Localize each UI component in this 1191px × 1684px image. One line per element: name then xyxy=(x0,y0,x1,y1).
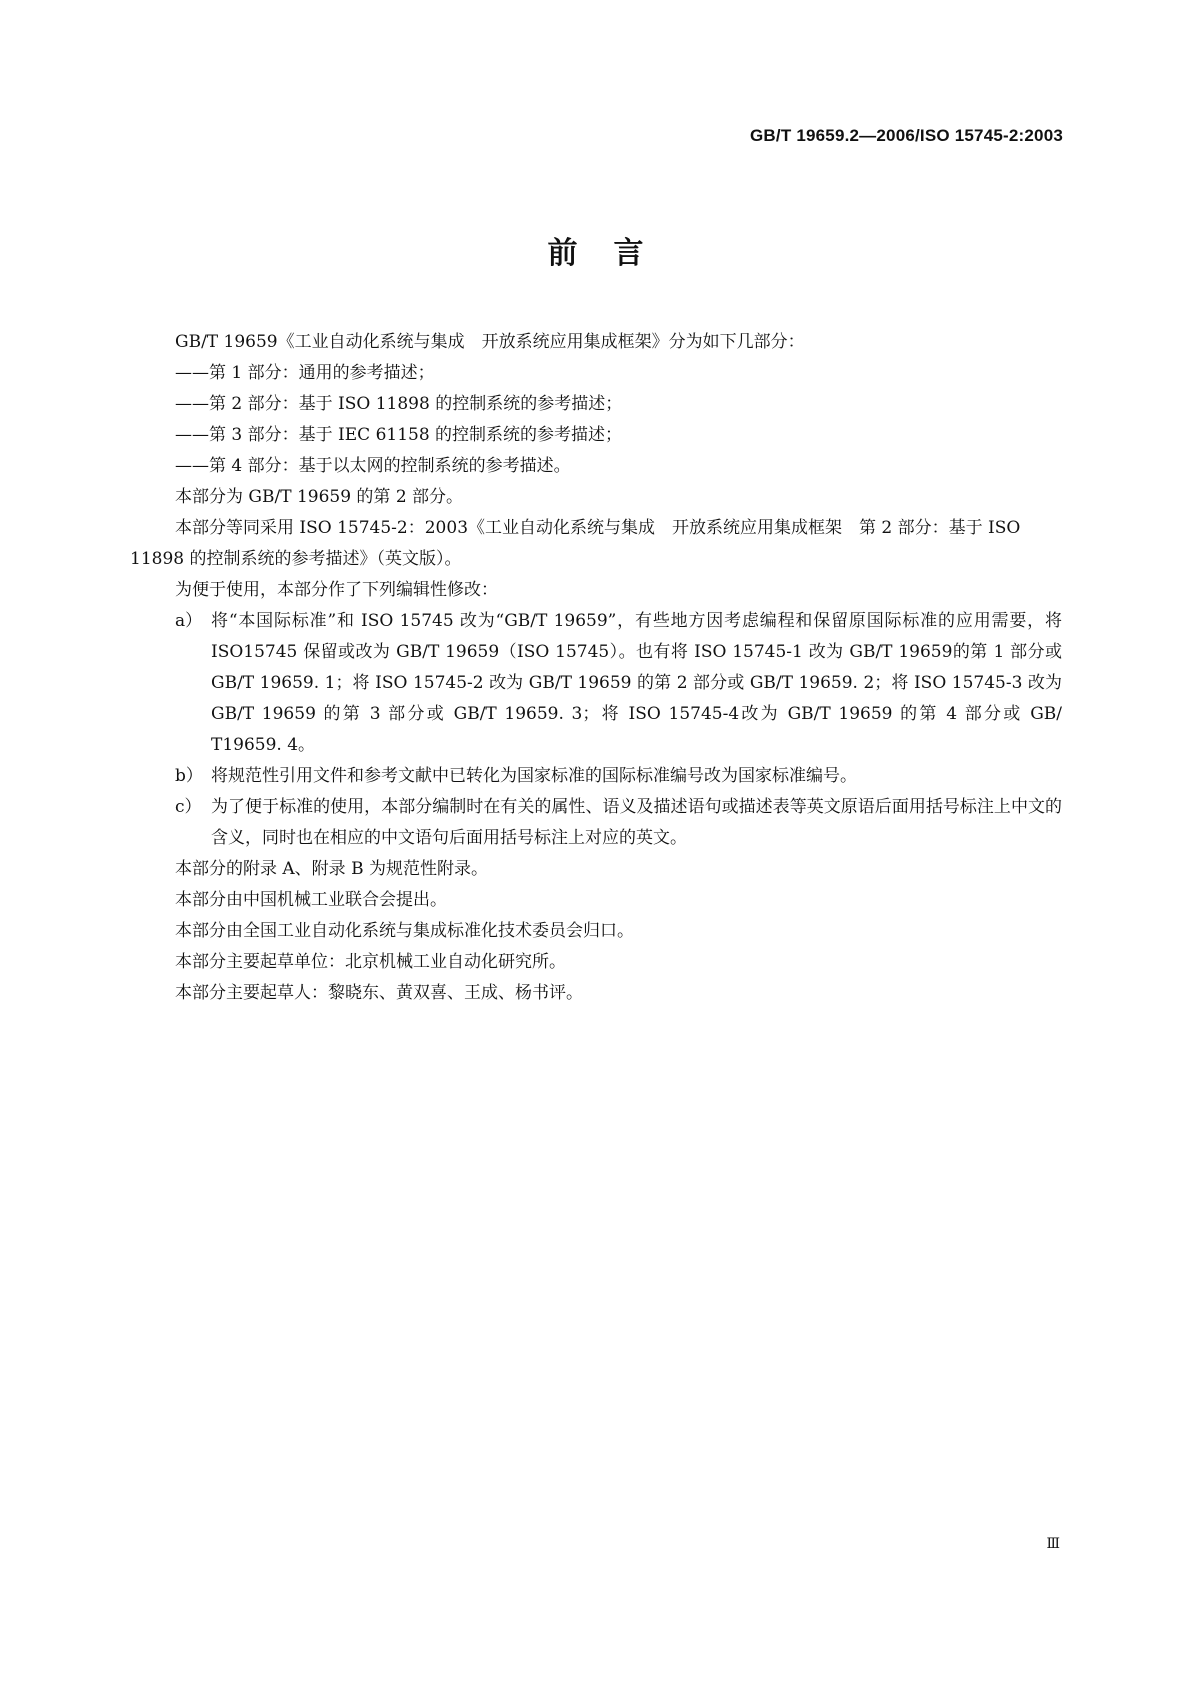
part-list-item: ——第 3 部分：基于 IEC 61158 的控制系统的参考描述； xyxy=(175,425,623,445)
part-list-item: ——第 2 部分：基于 ISO 11898 的控制系统的参考描述； xyxy=(175,394,623,414)
part-list-item: ——第 1 部分：通用的参考描述； xyxy=(175,363,435,383)
part-list-item: ——第 4 部分：基于以太网的控制系统的参考描述。 xyxy=(175,456,571,476)
edit-item-marker: a） xyxy=(175,611,203,631)
intro-paragraph: GB/T 19659《工业自动化系统与集成 开放系统应用集成框架》分为如下几部分： xyxy=(175,332,805,352)
committee-paragraph: 本部分由全国工业自动化系统与集成标准化技术委员会归口。 xyxy=(175,921,634,941)
foreword-body xyxy=(130,327,1062,1009)
edit-item-c xyxy=(130,792,1062,854)
edit-item-marker: c） xyxy=(175,797,202,817)
adoption-paragraph: 本部分等同采用 ISO 15745-2：2003《工业自动化系统与集成 开放系统应用集成框架 第 2 部分：基于 ISO 11898 的控制系统的参考描述》（英文版）。 xyxy=(130,518,1021,569)
edits-intro-paragraph: 为便于使用，本部分作了下列编辑性修改： xyxy=(175,580,498,600)
edit-item-text: 将“本国际标准”和 ISO 15745 改为“GB/T 19659”，有些地方因考虑编程和保留原国际标准的应用需要，将 ISO15745 保留或改为 GB/T 19659（ISO 15745）。也有将 ISO 15745-1 改为 GB/T 19659的第 1 部分或 GB/T 19659. 1；将 ISO 15745-2 改为 GB/T 19659 的第 2 部分或 GB/T 19659. 2；将 ISO 15745-3 改为 GB/T 19659 的第 3 部分或 GB/T 19659. 3；将 ISO 15745-4改为 GB/T 19659 的第 4 部分或 GB/ T19659. 4。 xyxy=(211,611,1062,755)
annex-paragraph: 本部分的附录 A、附录 B 为规范性附录。 xyxy=(175,859,488,879)
standard-code-header: GB/T 19659.2—2006/ISO 15745-2:2003 xyxy=(750,126,1063,145)
edit-item-a xyxy=(130,606,1062,761)
this-part-paragraph: 本部分为 GB/T 19659 的第 2 部分。 xyxy=(175,487,464,507)
edit-item-b xyxy=(130,761,1062,792)
proposer-paragraph: 本部分由中国机械工业联合会提出。 xyxy=(175,890,447,910)
page-title: 前言 xyxy=(547,236,680,271)
edit-item-marker: b） xyxy=(175,766,203,786)
drafters-paragraph: 本部分主要起草人：黎晓东、黄双喜、王成、杨书评。 xyxy=(175,983,583,1003)
page-number: Ⅲ xyxy=(1046,1536,1060,1552)
edit-item-text: 将规范性引用文件和参考文献中已转化为国家标准的国际标准编号改为国家标准编号。 xyxy=(211,766,857,786)
drafting-unit-paragraph: 本部分主要起草单位：北京机械工业自动化研究所。 xyxy=(175,952,566,972)
edit-item-text: 为了便于标准的使用，本部分编制时在有关的属性、语义及描述语句或描述表等英文原语后面用括号标注上中文的含义，同时也在相应的中文语句后面用括号标注上对应的英文。 xyxy=(211,797,1062,848)
